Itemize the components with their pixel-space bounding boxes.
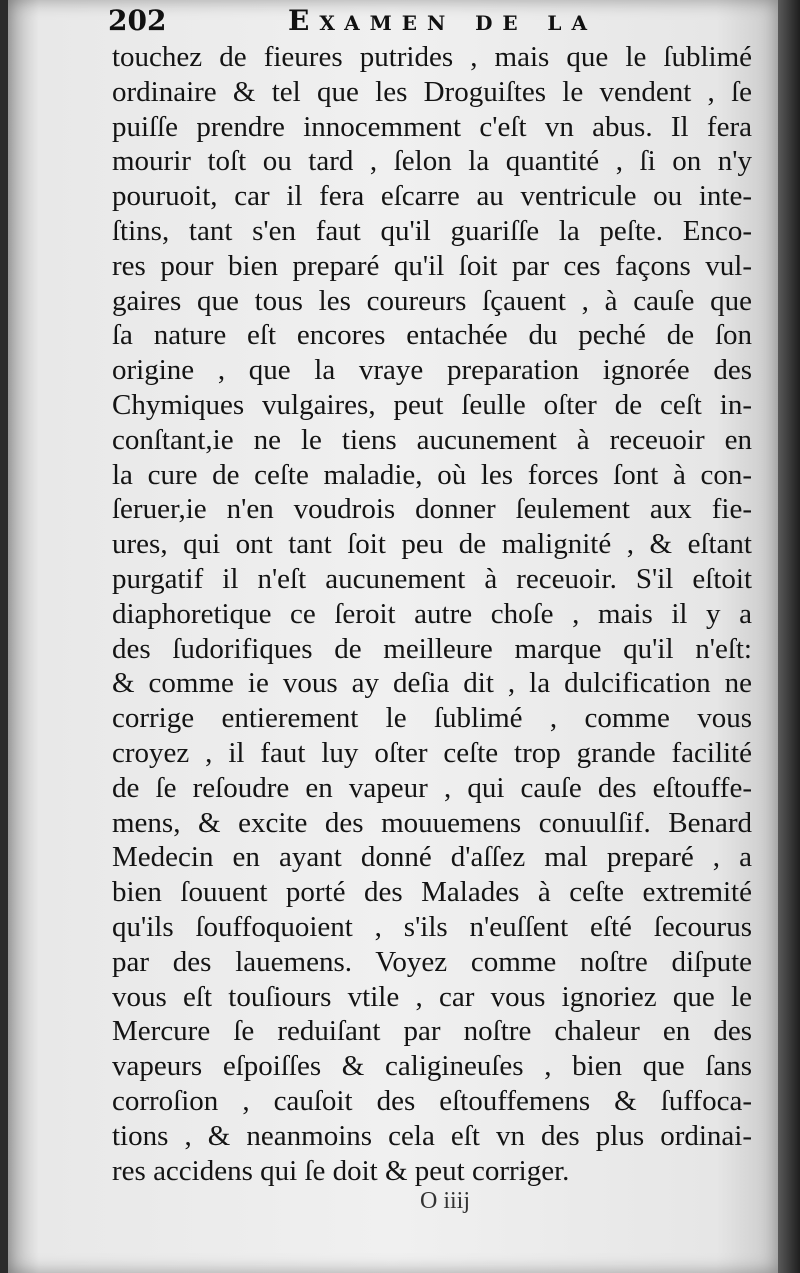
body-text [112, 40, 752, 1188]
text-line: bien ſouuent porté des Malades à ceſte extremité [112, 876, 752, 909]
text-line: ures, qui ont tant ſoit peu de malignité , & eſtant [112, 528, 752, 561]
text-line: conſtant,ie ne le tiens aucunement à receuoir en [112, 423, 752, 456]
text-line: ſeruer,ie n'en voudrois donner ſeulement aux fie- [112, 493, 752, 526]
text-line: ordinaire & tel que les Droguiſtes le vendent , ſe [112, 75, 752, 108]
text-line: origine , que la vraye preparation ignorée des [112, 354, 752, 387]
text-line: Medecin en ayant donné d'aſſez mal preparé , a [112, 841, 752, 874]
text-line: vous eſt touſiours vtile , car vous ignoriez que le [112, 980, 752, 1013]
text-line: & comme ie vous ay deſia dit , la dulcification ne [112, 667, 752, 700]
text-line: res pour bien preparé qu'il ſoit par ces façons vul- [112, 249, 752, 282]
text-line: des ſudorifiques de meilleure marque qu'il n'eſt: [112, 632, 752, 665]
text-line: corrige entierement le ſublimé , comme vous [112, 702, 752, 735]
text-line: gaires que tous les coureurs ſçauent , à cauſe que [112, 284, 752, 317]
text-line: croyez , il faut luy oſter ceſte trop grande facilité [112, 736, 752, 769]
text-line: pouruoit, car il fera eſcarre au ventricule ou inte- [112, 180, 752, 213]
text-line: ſa nature eſt encores entachée du peché de ſon [112, 319, 752, 352]
text-line: Mercure ſe reduiſant par noſtre chaleur en des [112, 1015, 752, 1048]
text-line: puiſſe prendre innocemment c'eſt vn abus. Il fera [112, 110, 752, 143]
text-line: diaphoretique ce ſeroit autre choſe , mais il y a [112, 597, 752, 630]
text-line: la cure de ceſte maladie, où les forces ſont à con- [112, 458, 752, 491]
text-line: Chymiques vulgaires, peut ſeulle oſter de ceſt in- [112, 388, 752, 421]
page-header [108, 4, 748, 44]
text-line: mourir toſt ou tard , ſelon la quantité , ſi on n'y [112, 145, 752, 178]
text-line: vapeurs eſpoiſſes & caligineuſes , bien que ſans [112, 1050, 752, 1083]
page-number: 202 [108, 4, 167, 37]
book-edge [778, 0, 800, 1273]
text-line: de ſe reſoudre en vapeur , qui cauſe des eſtouffe- [112, 771, 752, 804]
signature-mark: O iiij [420, 1188, 471, 1214]
text-line: ſtins, tant s'en faut qu'il guariſſe la peſte. Enco- [112, 214, 752, 247]
text-line: purgatif il n'eſt aucunement à receuoir. S'il eſtoit [112, 562, 752, 595]
text-line: mens, & excite des mouuemens conuulſif. Benard [112, 806, 752, 839]
text-line: tions , & neanmoins cela eſt vn des plus ordinai- [112, 1119, 752, 1152]
text-line: corroſion , cauſoit des eſtouffemens & ſuffoca- [112, 1084, 752, 1117]
text-line: res accidens qui ſe doit & peut corriger. [112, 1154, 570, 1187]
running-head: Examen de la [288, 4, 597, 37]
text-line: touchez de fieures putrides , mais que le ſublimé [112, 41, 752, 73]
text-line: par des lauemens. Voyez comme noſtre diſpute [112, 945, 752, 978]
text-line: qu'ils ſouffoquoient , s'ils n'euſſent eſté ſecourus [112, 910, 752, 943]
